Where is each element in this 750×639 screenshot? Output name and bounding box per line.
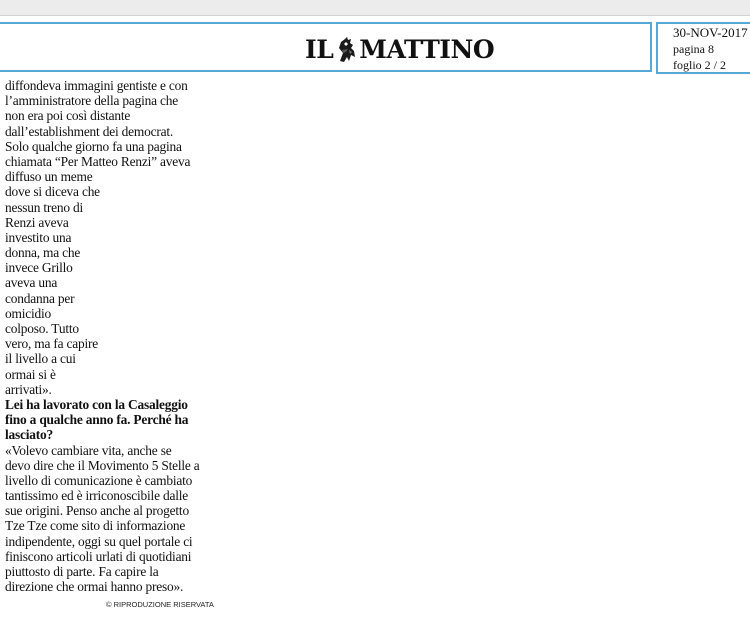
article-column	[5, 78, 227, 594]
page-number: pagina 8	[673, 42, 714, 56]
article-line: condanna per	[5, 290, 75, 306]
article-line: ormai si è	[5, 366, 56, 382]
article-line: devo dire che il Movimento 5 Stelle a	[5, 457, 200, 473]
article-line: omicidio	[5, 305, 52, 321]
article-line: il livello a cui	[5, 351, 76, 367]
interview-question: Lei ha lavorato con la Casaleggio	[5, 396, 188, 412]
article-line: nessun treno di	[5, 199, 84, 215]
article-line: tantissimo ed è irriconoscibile dalle	[5, 488, 188, 504]
article-line: arrivati».	[5, 381, 52, 397]
article-line: Tze Tze come sito di informazione	[5, 518, 186, 534]
article-line: diffondeva immagini gentiste e con	[5, 78, 188, 93]
article-line: vero, ma fa capire	[5, 336, 99, 352]
interview-question: fino a qualche anno fa. Perché ha	[5, 412, 189, 428]
rooster-logo-icon	[334, 36, 358, 64]
article-line: invece Grillo	[5, 260, 73, 276]
article-line: non era poi così distante	[5, 108, 131, 124]
page-info-box	[656, 22, 750, 74]
article-line: colposo. Tutto	[5, 321, 79, 336]
top-toolbar-strip	[0, 0, 750, 16]
article-line: Renzi aveva	[5, 214, 69, 230]
article-line: aveva una	[5, 275, 58, 291]
logo-text-il: IL	[305, 35, 334, 64]
article-line: chiamata “Per Matteo Renzi” aveva	[5, 153, 191, 169]
article-line: dall’establishment dei democrat.	[5, 123, 173, 139]
article-line: l’amministratore della pagina che	[5, 93, 178, 109]
masthead	[0, 22, 652, 72]
article-line: dove si diceva che	[5, 184, 100, 200]
sheet-number: foglio 2 / 2	[673, 58, 726, 72]
article-line: piuttosto di parte. Fa capire la	[5, 564, 159, 579]
copyright-notice: © RIPRODUZIONE RISERVATA	[106, 600, 214, 609]
article-line: sue origini. Penso anche al progetto	[5, 503, 189, 519]
article-line: finiscono articoli urlati di quotidiani	[5, 548, 192, 564]
article-line: donna, ma che	[5, 245, 81, 261]
article-line: investito una	[5, 229, 72, 245]
article-line: «Volevo cambiare vita, anche se	[5, 442, 172, 458]
newspaper-logo	[305, 35, 494, 64]
article-line: diffuso un meme	[5, 169, 93, 185]
logo-text-mattino: MATTINO	[359, 35, 495, 64]
article-line: indipendente, oggi su quel portale ci	[5, 533, 193, 549]
article-line: livello di comunicazione è cambiato	[5, 472, 193, 488]
interview-question: lasciato?	[5, 427, 54, 443]
article-line: direzione che ormai hanno preso».	[5, 579, 184, 595]
article-line: Solo qualche giorno fa una pagina	[5, 138, 182, 154]
issue-date: 30-NOV-2017	[673, 25, 748, 40]
